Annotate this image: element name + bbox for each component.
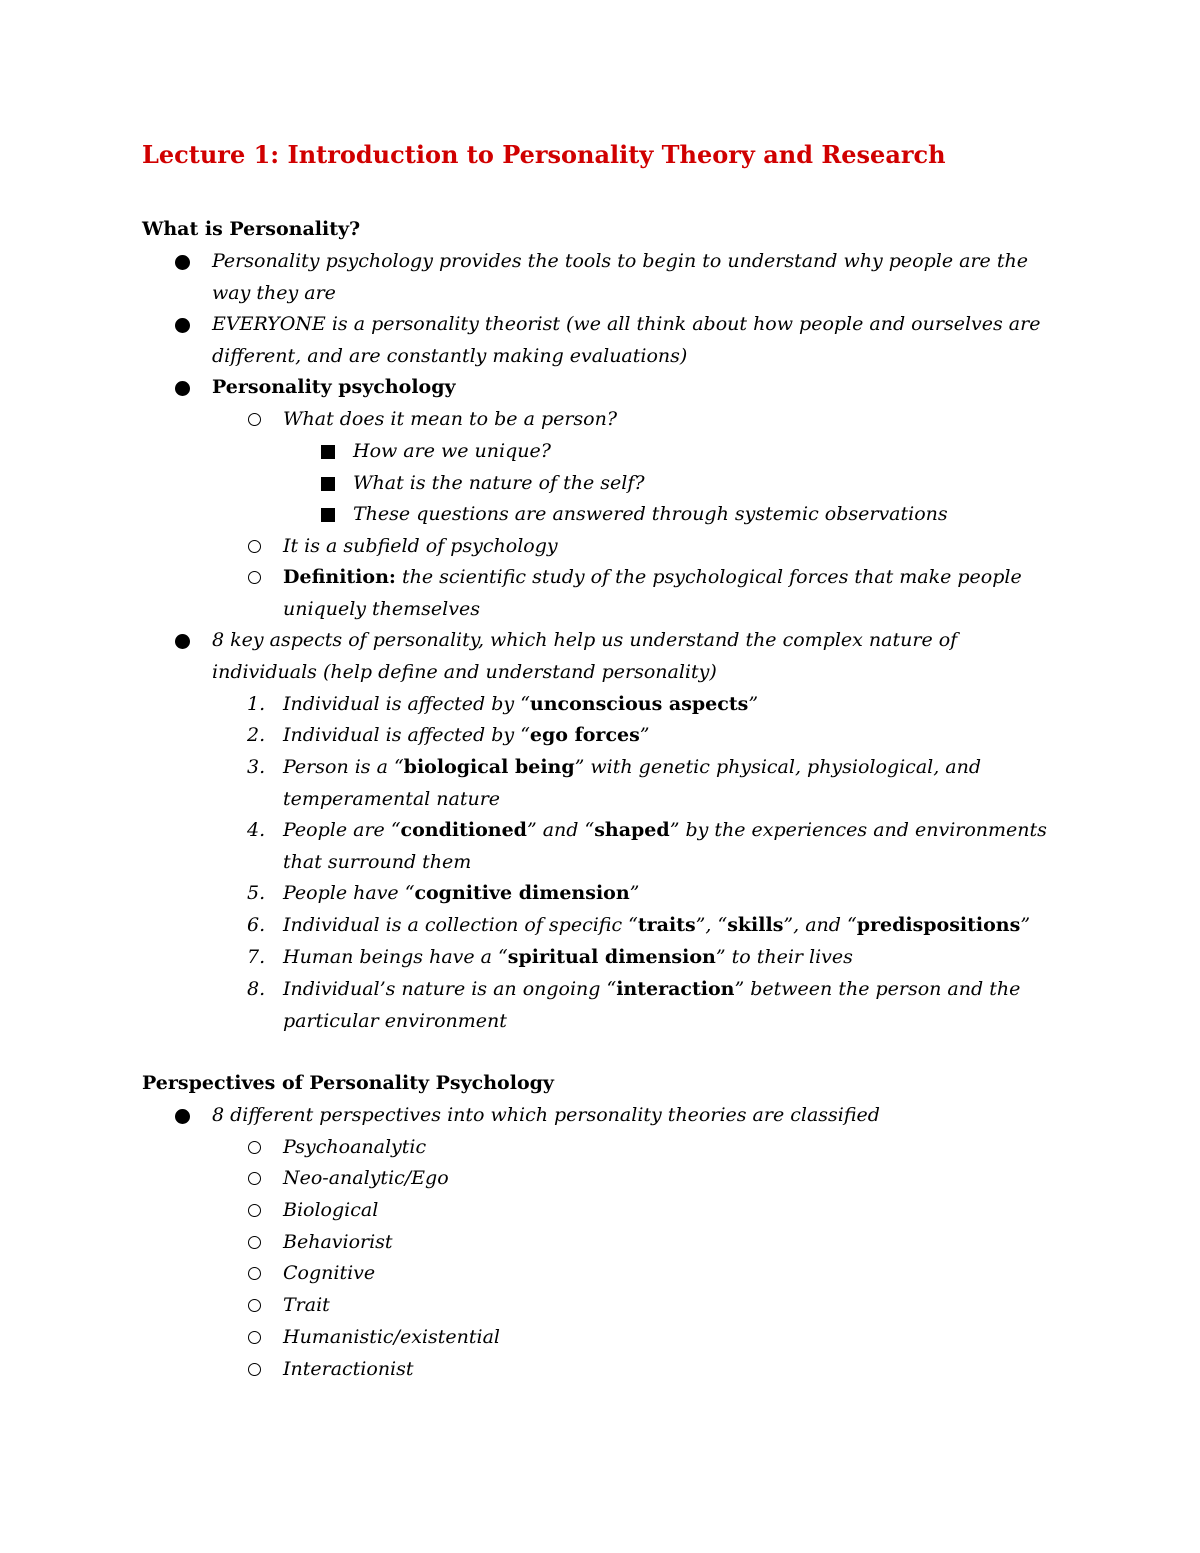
text-part: Person is a “ xyxy=(283,756,404,778)
sub-sub-bullet-item xyxy=(353,436,1053,468)
sub-bullet-item xyxy=(283,531,1057,563)
filled-circle-bullet-icon xyxy=(175,255,190,270)
sub-sub-bullet-text: How are we unique? xyxy=(353,440,551,462)
perspective-text: Cognitive xyxy=(283,1262,376,1284)
numbered-item xyxy=(247,815,1063,878)
square-bullet-icon xyxy=(321,508,335,522)
item-number: 4. xyxy=(247,819,266,841)
bullet-item xyxy=(212,625,1057,688)
text-part: Individual’s nature is an ongoing “ xyxy=(283,978,617,1000)
text-part: ”, and “ xyxy=(783,914,857,936)
hollow-circle-bullet-icon xyxy=(248,413,261,426)
sub-bullet-item xyxy=(283,404,1057,436)
key-term: ego forces xyxy=(529,724,640,746)
sub-sub-bullet-text: These questions are answered through systemic observations xyxy=(353,503,948,525)
filled-circle-bullet-icon xyxy=(175,381,190,396)
filled-circle-bullet-icon xyxy=(175,634,190,649)
sub-sub-bullet-item xyxy=(353,468,1053,500)
perspective-text: Humanistic/existential xyxy=(283,1326,500,1348)
text-part: Human beings have a “ xyxy=(283,946,508,968)
text-part: ” between the person and the particular environment xyxy=(283,978,1021,1032)
hollow-circle-bullet-icon xyxy=(248,571,261,584)
text-part: Individual is a collection of specific “ xyxy=(283,914,638,936)
bullet-item xyxy=(212,1100,1057,1132)
perspective-item xyxy=(283,1290,1057,1322)
hollow-circle-bullet-icon xyxy=(248,1363,261,1376)
key-term: interaction xyxy=(616,978,735,1000)
perspective-item xyxy=(283,1258,1057,1290)
text-part: ” xyxy=(748,693,759,715)
text-part: ” by the experiences and environments that surround them xyxy=(283,819,1047,873)
text-part: ” and “ xyxy=(526,819,595,841)
key-term: cognitive dimension xyxy=(414,882,630,904)
key-term: shaped xyxy=(594,819,670,841)
section-heading-what-is-personality: What is Personality? xyxy=(142,218,361,240)
page-title: Lecture 1: Introduction to Personality Theory and Research xyxy=(142,140,946,169)
item-number: 1. xyxy=(247,693,266,715)
perspective-item xyxy=(283,1163,1057,1195)
numbered-item xyxy=(247,974,1063,1037)
hollow-circle-bullet-icon xyxy=(248,1331,261,1344)
numbered-item xyxy=(247,910,1063,942)
item-number: 5. xyxy=(247,882,266,904)
text-part: ”, “ xyxy=(695,914,728,936)
definition-text: the scientific study of the psychological forces that make people uniquely themselves xyxy=(283,566,1022,620)
key-term: predispositions xyxy=(856,914,1021,936)
item-number: 2. xyxy=(247,724,266,746)
bullet-text: 8 different perspectives into which personality theories are classified xyxy=(212,1104,880,1126)
perspective-text: Interactionist xyxy=(283,1358,414,1380)
perspective-text: Behaviorist xyxy=(283,1231,393,1253)
square-bullet-icon xyxy=(321,445,335,459)
bullet-item xyxy=(212,309,1057,372)
perspective-text: Neo-analytic/Ego xyxy=(283,1167,449,1189)
hollow-circle-bullet-icon xyxy=(248,1204,261,1217)
hollow-circle-bullet-icon xyxy=(248,1299,261,1312)
sub-sub-bullet-item xyxy=(353,499,1053,531)
bullet-text: 8 key aspects of personality, which help us understand the complex nature of individuals (help define and understand personality) xyxy=(212,629,958,683)
perspective-text: Psychoanalytic xyxy=(283,1136,427,1158)
item-number: 7. xyxy=(247,946,266,968)
bullet-item xyxy=(212,246,1057,309)
text-part: Individual is affected by “ xyxy=(283,693,530,715)
key-term: conditioned xyxy=(400,819,527,841)
numbered-item xyxy=(247,720,1063,752)
text-part: People have “ xyxy=(283,882,415,904)
perspective-item xyxy=(283,1322,1057,1354)
text-part: ” xyxy=(1020,914,1031,936)
hollow-circle-bullet-icon xyxy=(248,1267,261,1280)
text-part: ” xyxy=(639,724,650,746)
section-heading-perspectives: Perspectives of Personality Psychology xyxy=(142,1072,554,1094)
sub-bullet-text: It is a subfield of psychology xyxy=(283,535,558,557)
perspective-item xyxy=(283,1227,1057,1259)
filled-circle-bullet-icon xyxy=(175,1109,190,1124)
numbered-item xyxy=(247,942,1063,974)
bullet-text: Personality psychology xyxy=(212,376,456,398)
square-bullet-icon xyxy=(321,477,335,491)
hollow-circle-bullet-icon xyxy=(248,1236,261,1249)
key-term: skills xyxy=(727,914,784,936)
bullet-text: Personality psychology provides the tools to begin to understand why people are the way they are xyxy=(212,250,1028,304)
filled-circle-bullet-icon xyxy=(175,318,190,333)
sub-bullet-text: What does it mean to be a person? xyxy=(283,408,618,430)
definition-label: Definition: xyxy=(283,566,396,588)
text-part: ” to their lives xyxy=(715,946,853,968)
key-term: unconscious aspects xyxy=(529,693,749,715)
perspective-item xyxy=(283,1195,1057,1227)
numbered-item xyxy=(247,689,1063,721)
hollow-circle-bullet-icon xyxy=(248,1141,261,1154)
item-number: 8. xyxy=(247,978,266,1000)
text-part: ” xyxy=(629,882,640,904)
text-part: ” with genetic physical, physiological, and temperamental nature xyxy=(283,756,982,810)
key-term: biological being xyxy=(403,756,575,778)
item-number: 6. xyxy=(247,914,266,936)
hollow-circle-bullet-icon xyxy=(248,1172,261,1185)
text-part: Individual is affected by “ xyxy=(283,724,530,746)
perspective-item xyxy=(283,1132,1057,1164)
perspective-text: Trait xyxy=(283,1294,330,1316)
numbered-item xyxy=(247,878,1063,910)
key-term: traits xyxy=(637,914,696,936)
bullet-item xyxy=(212,372,1057,404)
bullet-text: EVERYONE is a personality theorist (we all think about how people and ourselves are different, and are constantly making evaluations) xyxy=(212,313,1041,367)
numbered-item xyxy=(247,752,1063,815)
perspective-item xyxy=(283,1354,1057,1386)
perspective-text: Biological xyxy=(283,1199,379,1221)
key-term: spiritual dimension xyxy=(507,946,716,968)
sub-sub-bullet-text: What is the nature of the self? xyxy=(353,472,645,494)
text-part: People are “ xyxy=(283,819,401,841)
item-number: 3. xyxy=(247,756,266,778)
hollow-circle-bullet-icon xyxy=(248,540,261,553)
sub-bullet-item xyxy=(283,562,1057,625)
